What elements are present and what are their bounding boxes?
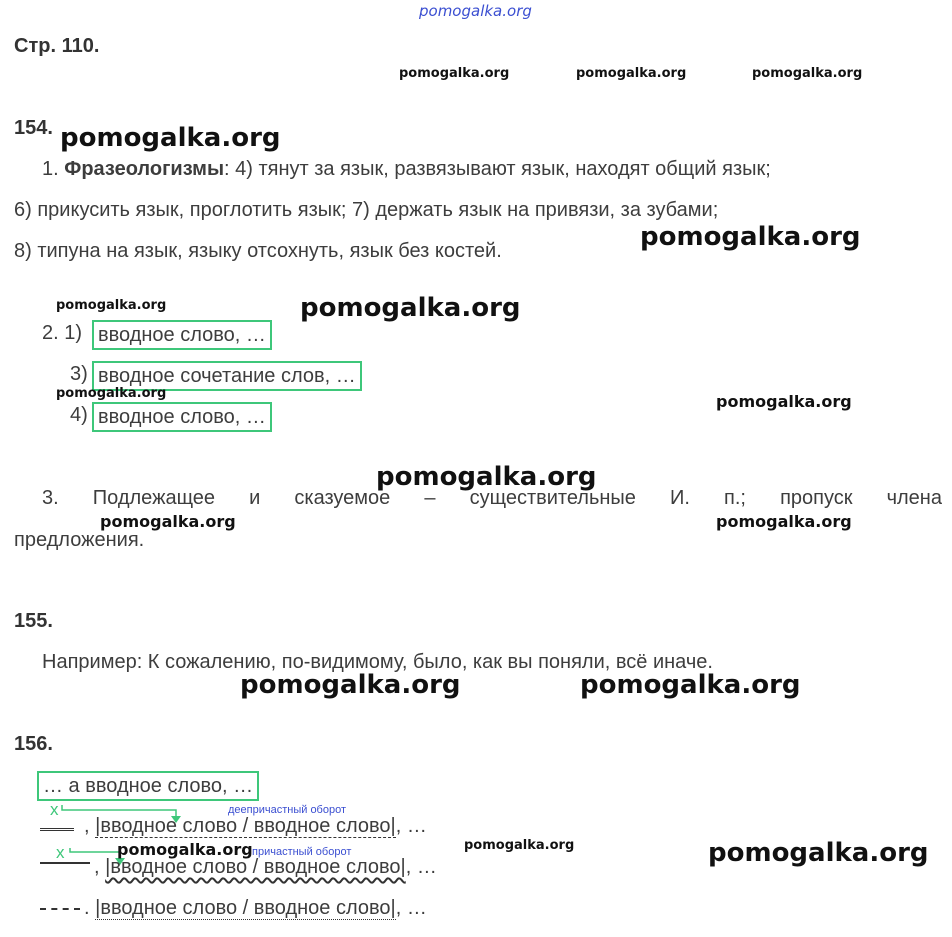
exercise-number-156: 156. (14, 733, 53, 755)
solid-underline-mark (40, 862, 90, 864)
watermark: pomogalka.org (376, 462, 597, 492)
ex154-part1-line1 (42, 158, 771, 181)
watermark: pomogalka.org (464, 838, 575, 853)
double-underline-mark (40, 818, 74, 836)
watermark: pomogalka.org (100, 512, 236, 531)
ex154-part2-b-num: 3) (70, 363, 88, 385)
scheme-body: |вводное слово / вводное слово| (95, 897, 396, 919)
ex154-part2-num: 2. 1) (42, 322, 83, 344)
exercise-number-154: 154. (14, 117, 53, 139)
page-label: Стр. 110. (14, 35, 100, 57)
word: п.; (724, 487, 746, 509)
ex154-part1-num: 1. (42, 158, 59, 180)
separator: , (94, 856, 100, 878)
ex156-line3 (84, 897, 427, 920)
ex154-part1-line3: 8) типуна на язык, языку отсохнуть, язык без костей. (14, 240, 502, 262)
word: и (249, 487, 261, 509)
word: – (424, 487, 436, 509)
watermark: pomogalka.org (640, 222, 861, 252)
ex155-text: Например: К сожалению, по-видимому, было, как вы поняли, всё иначе. (42, 651, 713, 673)
ex156-label-x2: х (56, 843, 65, 862)
dash-underline-mark (40, 908, 80, 910)
separator: . (84, 897, 90, 919)
watermark: pomogalka.org (56, 298, 167, 313)
word: сказуемое (294, 487, 391, 509)
ex154-part2-c-num: 4) (70, 404, 88, 426)
word: Подлежащее (92, 487, 216, 509)
watermark: pomogalka.org (708, 838, 929, 868)
ex156-box: … а вводное слово, … (37, 771, 259, 801)
ex154-part3-line2: предложения. (14, 529, 145, 551)
ex156-line1 (84, 815, 427, 838)
watermark: pomogalka.org (576, 66, 687, 81)
ex154-part2-box-b: вводное сочетание слов, … (92, 361, 362, 391)
scheme-end: , … (395, 815, 427, 837)
scheme-body: |вводное слово / вводное слово| (95, 815, 396, 837)
watermark: pomogalka.org (716, 392, 852, 411)
word: 3. (42, 487, 59, 509)
ex154-part1-line2: 6) прикусить язык, проглотить язык; 7) держать язык на привязи, за зубами; (14, 199, 719, 221)
ex156-label-prich: причастный оборот (252, 846, 352, 858)
separator: , (84, 815, 90, 837)
ex154-part2-box-c: вводное слово, … (92, 402, 272, 432)
scheme-end: , … (405, 856, 437, 878)
watermark: pomogalka.org (399, 66, 510, 81)
word: И. (670, 487, 690, 509)
ex156-line2 (94, 856, 437, 879)
scheme-body: |вводное слово / вводное слово| (105, 856, 406, 878)
ex154-part1-rest: : 4) тянут за язык, развязывают язык, находят общий язык; (224, 158, 771, 180)
watermark: pomogalka.org (300, 293, 521, 323)
watermark: pomogalka.org (716, 512, 852, 531)
watermark: pomogalka.org (60, 123, 281, 153)
ex156-label-deepr: деепричастный оборот (228, 804, 347, 816)
ex154-part2-box-a: вводное слово, … (92, 320, 272, 350)
ex154-part1-bold: Фразеологизмы (64, 158, 225, 180)
word: существительные (469, 487, 636, 509)
watermark: pomogalka.org (56, 386, 167, 401)
ex154-part3-line1 (42, 487, 942, 510)
word: пропуск (780, 487, 853, 509)
exercise-number-155: 155. (14, 610, 53, 632)
watermark-top: pomogalka.org (419, 2, 532, 20)
watermark: pomogalka.org (580, 670, 801, 700)
watermark: pomogalka.org (752, 66, 863, 81)
watermark: pomogalka.org (240, 670, 461, 700)
word: члена (886, 487, 942, 509)
scheme-end: , … (395, 897, 427, 919)
watermark: pomogalka.org (117, 840, 253, 859)
ex156-label-x1: х (50, 800, 59, 819)
